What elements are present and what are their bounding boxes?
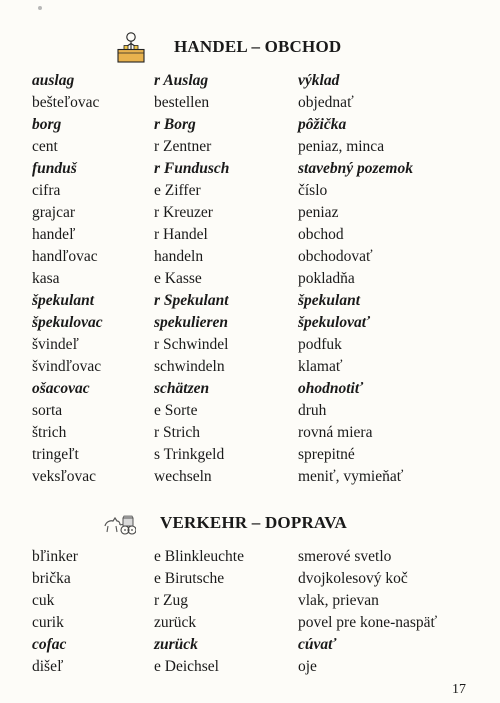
hungarian-slovak-term: handľovac xyxy=(32,248,98,265)
german-term: r Auslag xyxy=(154,72,209,89)
hungarian-slovak-term: štrich xyxy=(32,424,67,441)
slovak-term: smerové svetlo xyxy=(298,548,392,565)
vocabulary-row xyxy=(0,224,500,246)
slovak-term: pokladňa xyxy=(298,270,355,287)
slovak-term: výklad xyxy=(298,72,340,89)
vocabulary-row xyxy=(0,590,500,612)
german-term: r Spekulant xyxy=(154,292,229,309)
german-term: r Handel xyxy=(154,226,208,243)
hungarian-slovak-term: švindeľ xyxy=(32,336,79,353)
german-term: e Deichsel xyxy=(154,658,219,675)
slovak-term: obchodovať xyxy=(298,248,373,265)
german-term: r Zug xyxy=(154,592,189,609)
german-term: schwindeln xyxy=(154,358,225,375)
german-term: handeln xyxy=(154,248,204,265)
german-term: e Blinkleuchte xyxy=(154,548,244,565)
vocabulary-row xyxy=(0,546,500,568)
hungarian-slovak-term: švindľovac xyxy=(32,358,102,375)
german-term: spekulieren xyxy=(154,314,229,331)
vocabulary-row xyxy=(0,158,500,180)
vocabulary-row xyxy=(0,268,500,290)
german-term: e Sorte xyxy=(154,402,198,419)
slovak-term: meniť, vymieňať xyxy=(298,468,404,485)
slovak-term: cúvať xyxy=(298,636,337,653)
slovak-term: pôžička xyxy=(298,116,347,133)
vocabulary-row xyxy=(0,422,500,444)
vocabulary-row xyxy=(0,466,500,488)
page-number: 17 xyxy=(452,682,466,697)
slovak-term: druh xyxy=(298,402,327,419)
slovak-term: stavebný pozemok xyxy=(298,160,413,177)
vocabulary-table-handel xyxy=(0,70,500,488)
slovak-term: dvojkolesový koč xyxy=(298,570,408,587)
section-title: HANDEL – OBCHOD xyxy=(174,37,342,56)
vocabulary-row xyxy=(0,356,500,378)
german-term: e Birutsche xyxy=(154,570,225,587)
page-speck xyxy=(38,6,42,10)
german-term: r Strich xyxy=(154,424,201,441)
hungarian-slovak-term: cofac xyxy=(32,636,67,653)
slovak-term: podfuk xyxy=(298,336,342,353)
slovak-term: klamať xyxy=(298,358,343,375)
horse-carriage-icon xyxy=(102,512,136,536)
vocabulary-row xyxy=(0,70,500,92)
german-term: r Fundusch xyxy=(154,160,230,177)
vocabulary-row xyxy=(0,612,500,634)
vocabulary-row xyxy=(0,114,500,136)
vocabulary-row xyxy=(0,400,500,422)
vocabulary-row xyxy=(0,378,500,400)
slovak-term: peniaz, minca xyxy=(298,138,385,155)
hungarian-slovak-term: špekulant xyxy=(32,292,95,309)
slovak-term: číslo xyxy=(298,182,328,199)
hungarian-slovak-term: grajcar xyxy=(32,204,76,221)
hungarian-slovak-term: cifra xyxy=(32,182,61,199)
slovak-term: rovná miera xyxy=(298,424,373,441)
hungarian-slovak-term: veksľovac xyxy=(32,468,96,485)
german-term: e Ziffer xyxy=(154,182,201,199)
german-term: bestellen xyxy=(154,94,210,111)
slovak-term: oje xyxy=(298,658,317,675)
section-title: VERKEHR – DOPRAVA xyxy=(160,513,347,532)
vocabulary-row xyxy=(0,136,500,158)
german-term: r Borg xyxy=(154,116,196,133)
slovak-term: špekulovať xyxy=(298,314,370,331)
hungarian-slovak-term: borg xyxy=(32,116,62,133)
vocabulary-row xyxy=(0,246,500,268)
slovak-term: objednať xyxy=(298,94,354,111)
merchant-at-desk-icon xyxy=(116,31,146,63)
german-term: zurück xyxy=(154,614,197,631)
german-term: schätzen xyxy=(154,380,210,397)
slovak-term: vlak, prievan xyxy=(298,592,379,609)
hungarian-slovak-term: dišeľ xyxy=(32,658,64,675)
hungarian-slovak-term: tringeľt xyxy=(32,446,79,463)
vocabulary-table-verkehr xyxy=(0,546,500,678)
hungarian-slovak-term: cuk xyxy=(32,592,55,609)
slovak-term: povel pre kone-naspäť xyxy=(298,614,438,631)
hungarian-slovak-term: bľinker xyxy=(32,548,78,565)
hungarian-slovak-term: auslag xyxy=(32,72,75,89)
hungarian-slovak-term: sorta xyxy=(32,402,63,419)
german-term: s Trinkgeld xyxy=(154,446,225,463)
hungarian-slovak-term: kasa xyxy=(32,270,60,287)
section-heading-handel xyxy=(0,30,500,64)
hungarian-slovak-term: špekulovac xyxy=(32,314,103,331)
hungarian-slovak-term: funduš xyxy=(32,160,77,177)
vocabulary-row xyxy=(0,202,500,224)
german-term: wechseln xyxy=(154,468,212,485)
hungarian-slovak-term: bešteľovac xyxy=(32,94,100,111)
vocabulary-row xyxy=(0,180,500,202)
hungarian-slovak-term: cent xyxy=(32,138,58,155)
vocabulary-row xyxy=(0,312,500,334)
slovak-term: ohodnotiť xyxy=(298,380,364,397)
slovak-term: obchod xyxy=(298,226,344,243)
hungarian-slovak-term: curik xyxy=(32,614,64,631)
vocabulary-row xyxy=(0,568,500,590)
vocabulary-row xyxy=(0,334,500,356)
section-heading-verkehr xyxy=(0,506,500,540)
german-term: r Schwindel xyxy=(154,336,229,353)
german-term: r Kreuzer xyxy=(154,204,213,221)
hungarian-slovak-term: ošacovac xyxy=(32,380,90,397)
vocabulary-row xyxy=(0,656,500,678)
slovak-term: sprepitné xyxy=(298,446,355,463)
vocabulary-row xyxy=(0,290,500,312)
german-term: zurück xyxy=(154,636,198,653)
vocabulary-row xyxy=(0,92,500,114)
hungarian-slovak-term: handeľ xyxy=(32,226,76,243)
vocabulary-row xyxy=(0,444,500,466)
slovak-term: špekulant xyxy=(298,292,361,309)
hungarian-slovak-term: brička xyxy=(32,570,71,587)
slovak-term: peniaz xyxy=(298,204,339,221)
german-term: r Zentner xyxy=(154,138,212,155)
german-term: e Kasse xyxy=(154,270,202,287)
vocabulary-row xyxy=(0,634,500,656)
